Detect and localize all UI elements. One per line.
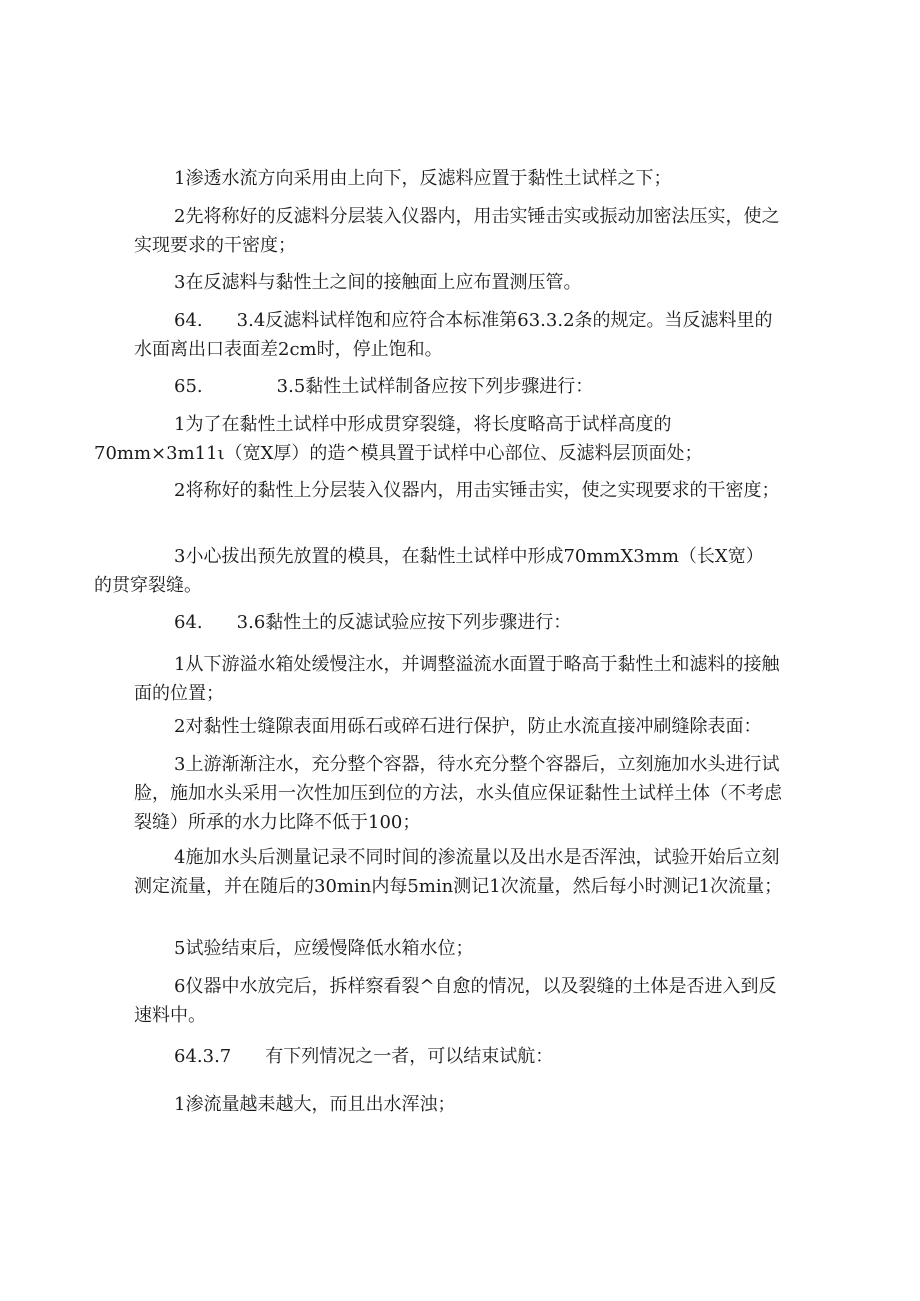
paragraph-line-2: 70mm×3m11ι（宽X厚）的造^模具置于试样中心部位、反滤料层顶面处； xyxy=(94,443,703,464)
paragraph-11 xyxy=(134,712,789,741)
clause-64-3-6 xyxy=(134,608,789,637)
paragraph-text: 3在反滤料与黏性土之间的接触面上应布置测压管。 xyxy=(174,272,582,293)
paragraph-text: 有下列情况之一者，可以结束试航： xyxy=(265,1046,554,1067)
clause-65-3-5 xyxy=(134,372,789,401)
paragraph-10 xyxy=(134,650,789,708)
paragraph-text: 4施加水头后测量记录不同时间的渗流量以及出水是否浑浊，试验开始后立刻测定流量，并在随后的30min内每5min测记1次流量，然后每小时测记1次流量； xyxy=(134,847,783,897)
paragraph-text: 5试验结束后，应缓慢降低水箱水位； xyxy=(174,938,474,959)
clause-64-3-4 xyxy=(134,306,789,364)
paragraph-text: 3.4反滤料试样饱和应符合本标准第63.3.2条的规定。当反滤料里的水面离出口表面差2cm时，停止饱和。 xyxy=(134,310,773,360)
paragraph-12 xyxy=(134,750,789,837)
paragraph-text: 3.5黏性土试样制备应按下列步骤进行： xyxy=(276,376,594,397)
paragraph-17 xyxy=(134,1090,789,1119)
clause-number: 65. xyxy=(174,376,203,397)
paragraph-text: 1从下游溢水箱处缓慢注水，并调整溢流水面置于略高于黏性土和滤料的接触面的位置； xyxy=(134,654,780,704)
clause-number: 64. xyxy=(174,612,203,633)
paragraph-text: 3上游渐渐注水，充分整个容器，待水充分整个容器后，立刻施加水头进行试脸，施加水头采用一次性加压到位的方法，水头值应保证黏性土试样土体（不考虑裂缝）所承的水力比降不低于100； xyxy=(134,754,782,833)
paragraph-6 xyxy=(94,410,789,468)
paragraph-2 xyxy=(134,202,789,260)
paragraph-7 xyxy=(134,476,789,505)
paragraph-8 xyxy=(94,542,789,600)
paragraph-text: 2将称好的黏性上分层装入仪器内，用击实锤击实，使之实现要求的干密度； xyxy=(174,480,780,501)
paragraph-line-1: 3小心拔出预先放置的模具，在黏性土试样中形成70mmX3mm（长X宽） xyxy=(174,546,764,567)
paragraph-text: 3.6黏性土的反滤试验应按下列步骤进行： xyxy=(236,612,572,633)
paragraph-text: 6仪器中水放完后，拆样察看裂^自愈的情况，以及裂缝的土体是否进入到反速料中。 xyxy=(134,976,777,1026)
clause-64-3-7 xyxy=(134,1042,789,1071)
paragraph-text: 2先将称好的反滤料分层装入仪器内，用击实锤击实或振动加密法压实，使之实现要求的干密度； xyxy=(134,206,780,256)
paragraph-line-2: 的贯穿裂缝。 xyxy=(94,575,202,596)
paragraph-13 xyxy=(134,843,789,901)
paragraph-text: 1渗流量越耒越大，而且出水浑浊； xyxy=(174,1094,456,1115)
paragraph-1 xyxy=(134,164,789,193)
paragraph-line-1: 1为了在黏性土试样中形成贯穿裂缝，将长度略高于试样高度的 xyxy=(174,414,672,435)
paragraph-14 xyxy=(134,934,789,963)
paragraph-3 xyxy=(134,268,789,297)
paragraph-text: 1渗透水流方向采用由上向下，反滤料应置于黏性土试样之下； xyxy=(174,168,672,189)
clause-number: 64. xyxy=(174,310,203,331)
clause-number: 64.3.7 xyxy=(174,1046,232,1067)
paragraph-15 xyxy=(134,972,789,1030)
paragraph-text: 2对黏性士缝隙表面用砾石或碎石进行保护，防止水流直接冲刷缝除表面： xyxy=(174,716,762,737)
